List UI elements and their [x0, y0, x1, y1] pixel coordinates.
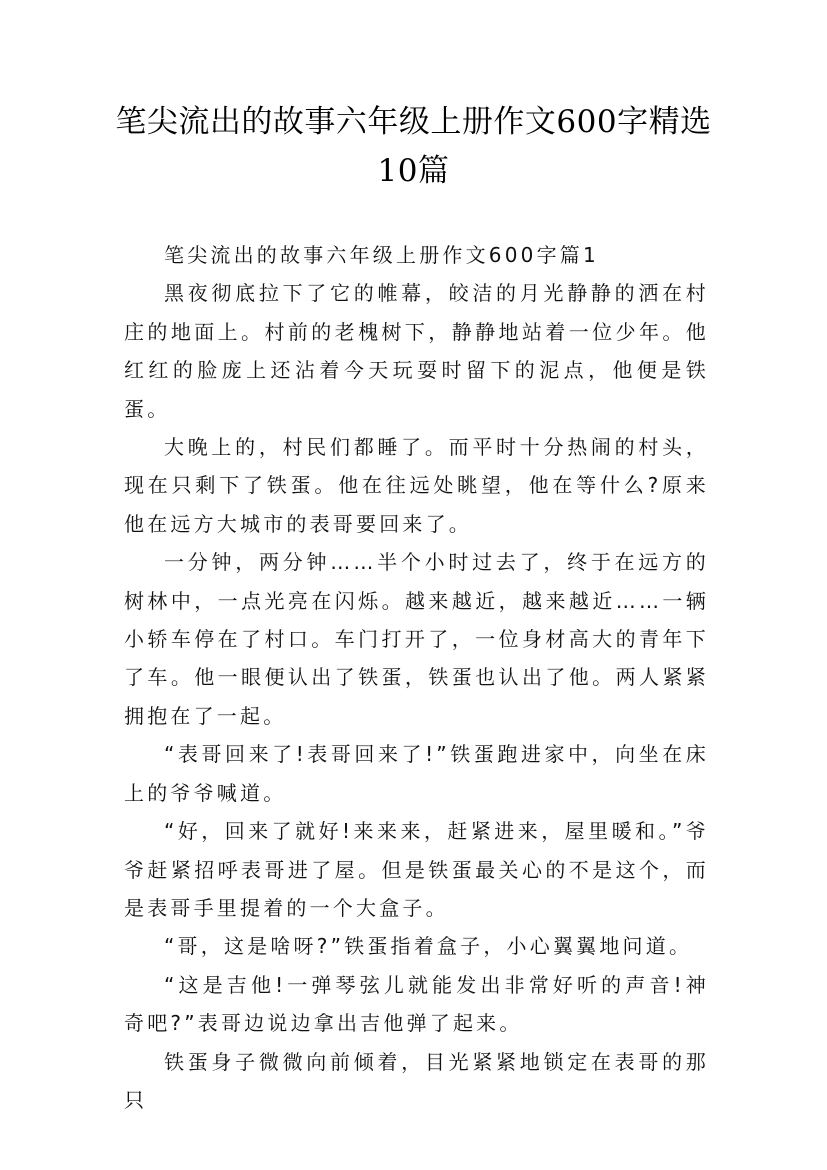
paragraph-3: 一分钟，两分钟……半个小时过去了，终于在远方的树林中，一点光亮在闪烁。越来越近，越来越近……一辆小轿车停在了村口。车门打开了，一位身材高大的青年下了车。他一眼便认出了铁蛋，铁蛋也认出了他。两人紧紧拥抱在了一起。	[124, 550, 709, 728]
section-heading: 笔尖流出的故事六年级上册作文600字篇1	[164, 243, 599, 267]
paragraph-1: 黑夜彻底拉下了它的帷幕，皎洁的月光静静的洒在村庄的地面上。村前的老槐树下，静静地站着一位少年。他红红的脸庞上还沾着今天玩耍时留下的泥点，他便是铁蛋。	[124, 281, 709, 421]
document-title	[100, 98, 727, 196]
document-body	[124, 236, 709, 1119]
paragraph-6: “哥，这是啥呀?”铁蛋指着盒子，小心翼翼地问道。	[164, 934, 693, 959]
paragraph-7: “这是吉他!一弹琴弦儿就能发出非常好听的声音!神奇吧?”表哥边说边拿出吉他弹了起来。	[124, 972, 709, 1036]
paragraph-5: “好，回来了就好!来来来，赶紧进来，屋里暖和。”爷爷赶紧招呼表哥进了屋。但是铁蛋最关心的不是这个，而是表哥手里提着的一个大盒子。	[124, 819, 709, 920]
paragraph-2: 大晚上的，村民们都睡了。而平时十分热闹的村头，现在只剩下了铁蛋。他在往远处眺望，他在等什么?原来他在远方大城市的表哥要回来了。	[124, 435, 709, 536]
paragraph-8: 铁蛋身子微微向前倾着，目光紧紧地锁定在表哥的那只	[124, 1049, 709, 1112]
title-line-1: 笔尖流出的故事六年级上册作文600字精选	[115, 104, 712, 140]
paragraph-4: “表哥回来了!表哥回来了!”铁蛋跑进家中，向坐在床上的爷爷喊道。	[124, 742, 709, 805]
title-line-2: 10篇	[377, 153, 450, 189]
